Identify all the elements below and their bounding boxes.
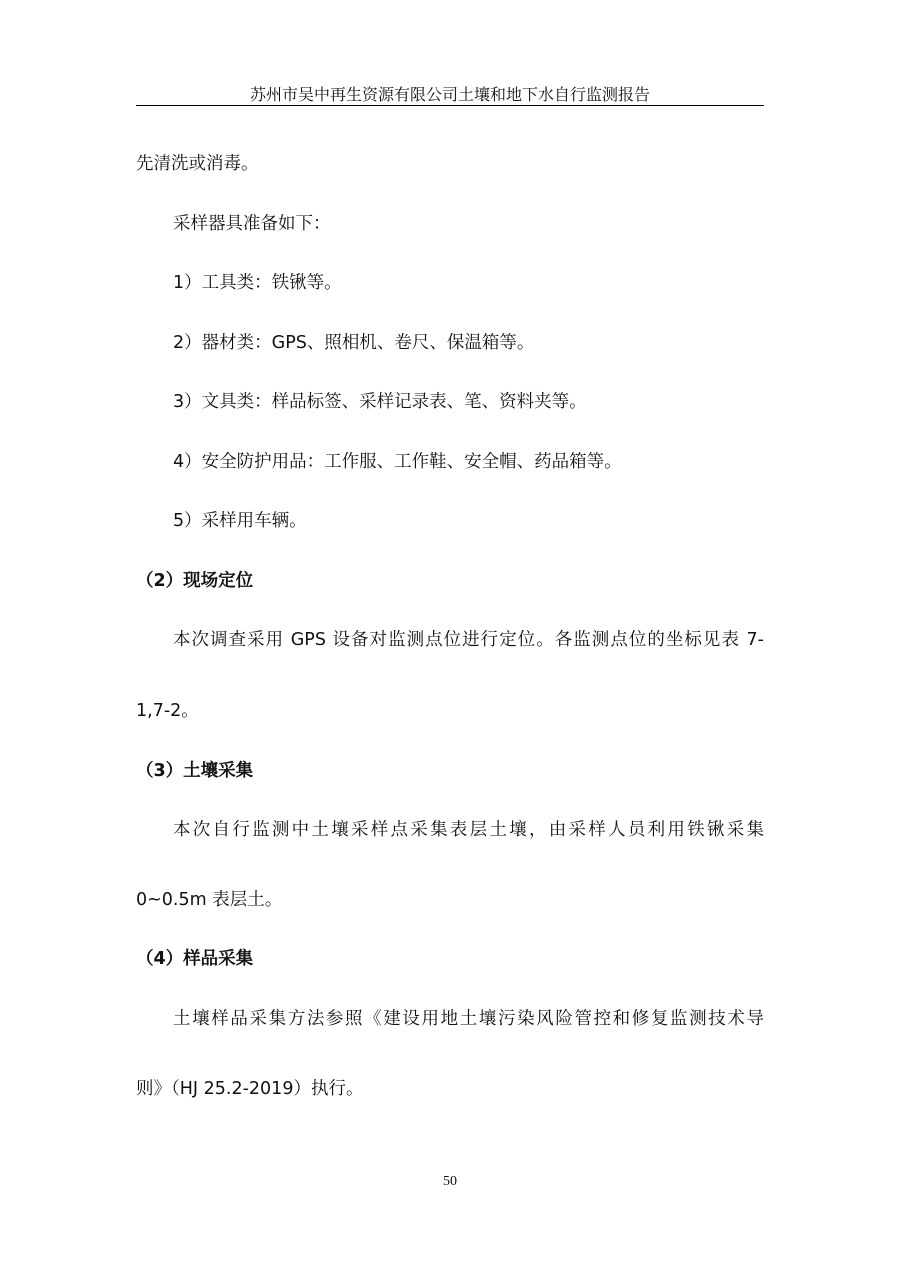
paragraph-line: 采样器具准备如下： [173,214,331,234]
page-number: 50 [443,1174,457,1189]
paragraph-line: 本次自行监测中土壤采样点采集表层土壤，由采样人员利用铁锹采集 [173,820,764,840]
paragraph-line: 先清洗或消毒。 [136,154,259,174]
paragraph-line: 1,7-2。 [136,701,199,721]
list-item: 2）器材类：GPS、照相机、卷尺、保温箱等。 [173,333,535,353]
running-header-title: 苏州市吴中再生资源有限公司土壤和地下水自行监测报告 [249,85,650,104]
paragraph-line: 土壤样品采集方法参照《建设用地土壤污染风险管控和修复监测技术导 [173,1009,764,1029]
paragraph-line: 0~0.5m 表层土。 [136,890,283,910]
list-item: 3）文具类：样品标签、采样记录表、笔、资料夹等。 [173,392,587,412]
header-divider [136,105,764,106]
list-item: 5）采样用车辆。 [173,511,307,531]
paragraph-line: 本次调查采用 GPS 设备对监测点位进行定位。各监测点位的坐标见表 7- [173,630,764,650]
paragraph-line: 则》（HJ 25.2-2019）执行。 [136,1079,364,1099]
list-item: 4）安全防护用品：工作服、工作鞋、安全帽、药品箱等。 [173,452,622,472]
section-heading: （2）现场定位 [136,571,254,591]
section-heading: （4）样品采集 [136,949,254,969]
list-item: 1）工具类：铁锹等。 [173,273,342,293]
section-heading: （3）土壤采集 [136,761,254,781]
